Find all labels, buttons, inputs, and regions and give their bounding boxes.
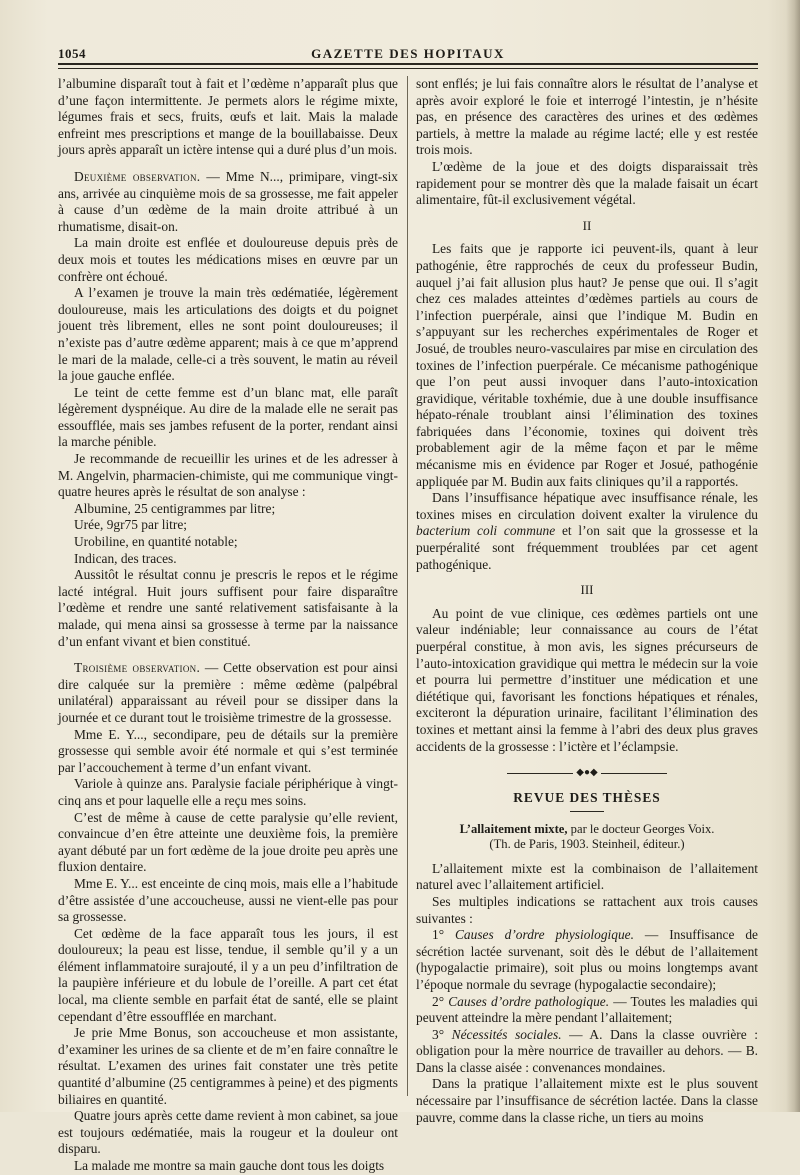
column-divider	[407, 76, 408, 1096]
paragraph: Variole à quinze ans. Paralysie faciale périphérique à vingt-cinq ans et pour laquelle elle a reçu mes soins.	[58, 776, 398, 808]
ornamental-separator	[416, 768, 758, 778]
cause-text: — A. Dans la classe ouvrière : obligation pour la mère nourrice de travailler au dehors. — B. Dans la classe aisée : convenances mondaines.	[416, 1026, 759, 1075]
item-number: 2°	[432, 993, 449, 1009]
paragraph: Ses multiples indications se rattachent aux trois causes suivantes :	[416, 893, 758, 926]
text-run: Dans l’insuffisance hépatique avec insuffisance rénale, les toxines mises en circulation doivent exalter la virulence du	[416, 490, 758, 522]
paragraph: Mme E. Y..., secondipare, peu de détails sur la première grossesse qui semble avoir été normale et qui s’est terminée par l’accouchement à terme d’un enfant vivant.	[58, 726, 398, 775]
section-title: REVUE DES THÈSES	[513, 790, 661, 806]
observation-text: — Cette observation est pour ainsi dire calquée sur la première : même œdème (palpébral unilatéral) apparaissant au réveil pour se dissiper dans la journée et ce durant tout le troisième trimestre de la grossesse.	[58, 660, 398, 725]
paragraph: Quatre jours après cette dame revient à mon cabinet, sa joue est toujours œdématiée, mais la rougeur et la douleur ont disparu.	[58, 1108, 398, 1157]
cause-label: Causes d’ordre pathologique.	[448, 993, 610, 1009]
observation-label: Troisième observation.	[74, 660, 201, 676]
book-author: par le docteur Georges Voix.	[567, 821, 715, 836]
paragraph: Mme E. Y... est enceinte de cinq mois, mais elle a l’habitude d’être assistée d’une accoucheuse, aussi ne vient-elle pas pour sa grossesse.	[58, 875, 398, 925]
page-number: 1054	[58, 46, 86, 61]
separator-line	[601, 773, 667, 774]
separator-line	[507, 773, 573, 774]
item-number: 3°	[432, 1026, 452, 1042]
analysis-line: Albumine, 25 centigrammes par litre;	[74, 500, 276, 516]
cause-text: — Insuffisance de sécrétion lactée survenant, soit dès le début de l’allaitement (hypogalactie primaire), soit plus ou moins longtemps avant l’époque normale du sevrage (hypogalactie secondaire);	[416, 927, 758, 992]
observation-label: Deuxième observation.	[74, 168, 201, 184]
page-edge-shadow	[786, 0, 800, 1112]
text-run: et l’on sait que la grossesse et la puerpéralité sont fréquemment troublées par cet agent pathogénique.	[416, 523, 758, 572]
cause-item	[416, 927, 758, 993]
header-rule	[58, 63, 758, 65]
title-rule	[570, 811, 604, 812]
paragraph: Aussitôt le résultat connu je prescris le repos et le régime lacté intégral. Huit jours suffisent pour faire disparaître l’œdème et rendre une santé relativement satisfaisante à la malade, qui mena ainsi sa grossesse à terme par la naissance d’un enfant vivant et bien constitué.	[58, 567, 398, 649]
book-title: L’allaitement mixte,	[459, 821, 568, 836]
paragraph: Je recommande de recueillir les urines et de les adresser à M. Angelvin, pharmacien-chimiste, qui me communique vingt-quatre heures après le résultat de son analyse :	[58, 451, 398, 500]
paragraph: La malade me montre sa main gauche dont tous les doigts	[74, 1158, 385, 1173]
header-rule-thin	[58, 68, 758, 69]
observation-3	[58, 660, 398, 726]
paragraph: Le teint de cette femme est d’un blanc mat, elle paraît légèrement dyspnéique. Au dire de la malade elle ne serait pas essoufflée, mais ses jambes refusent de la porter, rendant ainsi la marche pénible.	[58, 384, 398, 450]
paragraph: A l’examen je trouve la main très œdématiée, légèrement douloureuse, mais les articulations des doigts et du poignet jouent très librement, elles ne sont point douloureuses; il n’existe pas d’autre œdème apparent; mais à ce que m’apprend le mari de la malade, celle-ci a très souvent, le matin au réveil la joue gauche enflée.	[58, 285, 398, 384]
paragraph: Dans la pratique l’allaitement mixte est le plus souvent nécessaire par l’insuffisance de sécrétion lactée. Dans la classe pauvre, comme dans la classe riche, un tiers au moins	[416, 1076, 758, 1125]
paragraph: Je prie Mme Bonus, son accoucheuse et mon assistante, d’examiner les urines de sa cliente et de m’en faire connaître le résultat. L’examen des urines fait constater une très petite quantité d’albumine (25 centigrammes à peine) et des pigments biliaires en quantité.	[58, 1025, 398, 1107]
analysis-line: Indican, des traces.	[74, 550, 177, 566]
paragraph: Les faits que je rapporte ici peuvent-ils, quant à leur pathogénie, être rapprochés de ceux du professeur Budin, auquel j’ai fait allusion plus haut? Je pense que oui. Il s’agit chez ces malades atteintes d’œdèmes partiels au cours de l’infection puerpérale, ainsi que l’indique M. Budin en s’appuyant sur les recherches expérimentales de Roger et Josué, de troubles neuro-vasculaires par mise en circulation des toxines de l’infection puerpérale. Ce mécanisme pathogénique que l’on peut aussi invoquer dans l’auto-intoxication gravidique, véritable toxhémie, due à une double insuffisance hépato-rénale troublant ainsi l’élimination des toxines fabriquées dans l’économie, toxines qui doivent très probablement agir de la même façon et par le même mécanisme mis en évidence par Roger et Josué, pathogénie appliquée par M. Budin aux faits cliniques qu’il a rapportés.	[416, 241, 758, 489]
paragraph: La main droite est enflée et douloureuse depuis près de deux mois et toutes les médications mises en œuvre par un confrère ont échoué.	[58, 235, 398, 284]
paragraph	[416, 490, 758, 573]
italic-term: bacterium coli commune	[416, 523, 556, 539]
paragraph: l’albumine disparaît tout à fait et l’œdème n’apparaît plus que d’une façon intermittente. Je permets alors le régime mixte, légumes frais et secs, fruits, œufs et lait. Mais la malade enfreint mes prescriptions et mange de la bouillabaisse. Deux jours après apparaît un ictère intense qui a duré plus d’un mois.	[58, 76, 398, 158]
journal-title: GAZETTE DES HOPITAUX	[311, 46, 505, 61]
paragraph: L’œdème de la joue et des doigts disparaissait très rapidement pour se montrer dès que la malade faisait un écart alimentaire, fût-il exclusivement végétal.	[416, 158, 758, 208]
right-column	[416, 76, 758, 1126]
cause-item	[416, 994, 758, 1027]
analysis-line: Urobiline, en quantité notable;	[74, 534, 238, 550]
paragraph: Cet œdème de la face apparaît tous les jours, il est douloureux; la peau est lisse, tendue, il semble qu’il y a un élément inflammatoire surajouté, il y a un peu d’infiltration de la paupière inférieure et du lobule de l’oreille. A part cet état local, ma cliente semble en parfait état de santé, elle se plaint cependant d’être essoufflée en marchant.	[58, 925, 398, 1024]
item-number: 1°	[432, 927, 455, 943]
cause-label: Causes d’ordre physiologique.	[455, 927, 634, 943]
cause-text: — Toutes les maladies qui peuvent atteindre la mère pendant l’allaitement;	[416, 993, 758, 1026]
cause-item	[416, 1027, 758, 1077]
ornament-icon: ◆●◆	[576, 767, 598, 779]
section-heading-ii: II	[582, 217, 592, 233]
left-column	[58, 76, 398, 1175]
paragraph: Au point de vue clinique, ces œdèmes partiels ont une valeur indéniable; leur connaissance au cours de l’état puerpéral constitue, à mon avis, les signes précurseurs de l’auto-intoxication gravidique qui mettra le médecin sur la voie et pourra lui permettre d’instituer une médication et une diététique qui, favorisant les fonctions hépatiques et rénales, exciteront la dépuration urinaire, facilitant l’élimination des toxines et mettant ainsi la femme à l’abri des deux plus graves accidents de la grossesse : l’ictère et l’éclampsie.	[416, 605, 758, 754]
book-reference	[416, 822, 758, 852]
observation-2	[58, 169, 398, 235]
page-header	[58, 42, 758, 64]
book-publication: (Th. de Paris, 1903. Steinheil, éditeur.)	[489, 836, 685, 851]
paragraph: C’est de même à cause de cette paralysie qu’elle revient, convaincue d’en être atteinte une deuxième fois, la première ayant débuté par un fort œdème de la joue droite peu après une fluxion dentaire.	[58, 809, 398, 875]
observation-text: — Mme N..., primipare, vingt-six ans, arrivée au cinquième mois de sa grossesse, me fait appeler à cause d’un œdème de la main droite attribué à un rhumatisme, disait-on.	[58, 168, 398, 234]
paragraph: sont enflés; je lui fais connaître alors le résultat de l’analyse et après avoir exploré le foie et interrogé l’intestin, je n’hésite pas, en présence des caractères des urines et des œdèmes partiels, à mettre la malade au régime lacté; elle y est restée trois mois.	[416, 76, 758, 158]
analysis-line: Urée, 9gr75 par litre;	[74, 517, 188, 533]
paragraph: L’allaitement mixte est la combinaison de l’allaitement naturel avec l’allaitement artificiel.	[416, 860, 758, 893]
cause-label: Nécessités sociales.	[451, 1026, 562, 1042]
section-heading-iii: III	[580, 582, 594, 598]
